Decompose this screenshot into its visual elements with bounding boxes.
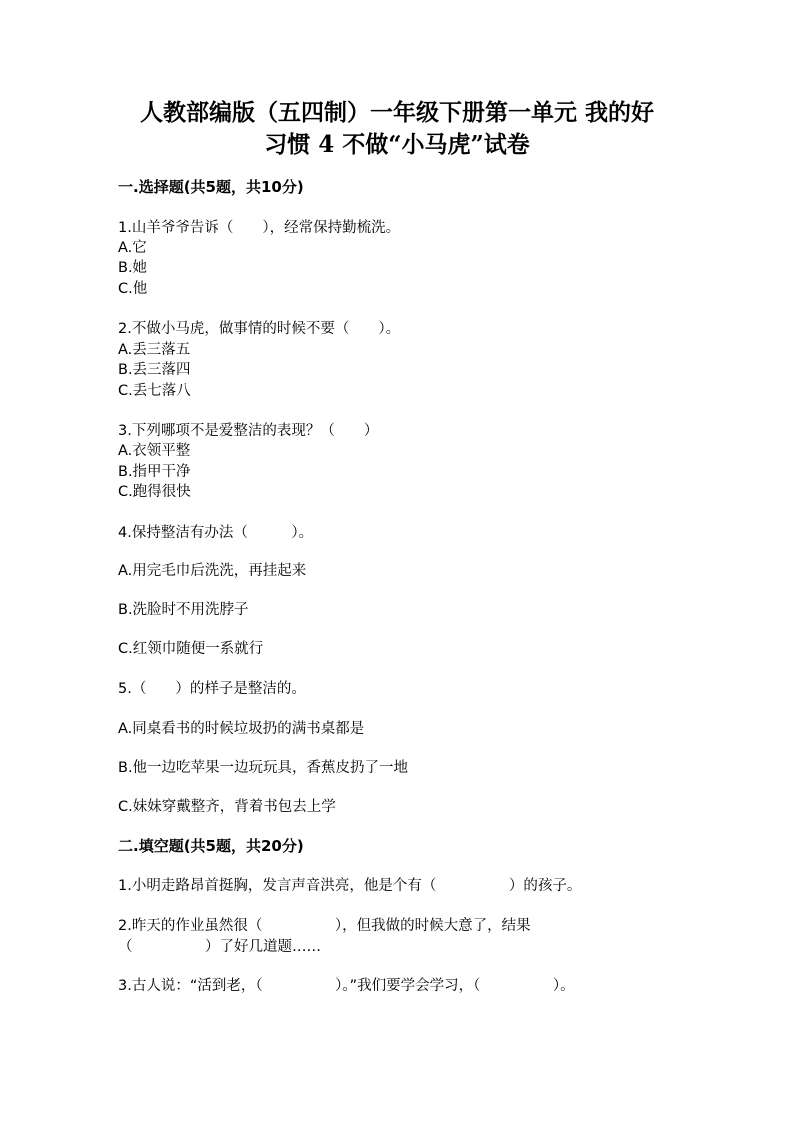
question-3-option-b: B.指甲干净 — [118, 464, 191, 480]
question-2-option-c: C.丢七落八 — [118, 383, 191, 399]
question-5-option-b: B.他一边吃苹果一边玩玩具，香蕉皮扔了一地 — [118, 760, 409, 776]
title-line-2: 习惯 4 不做“小马虎”试卷 — [264, 131, 530, 158]
question-5-stem: 5.（ ）的样子是整洁的。 — [118, 681, 306, 697]
question-1-option-a: A.它 — [118, 240, 147, 256]
fill-question-1: 1.小明走路昂首挺胸，发言声音洪亮，他是个有（ ）的孩子。 — [118, 878, 582, 894]
question-4-option-a: A.用完毛巾后洗洗，再挂起来 — [118, 563, 307, 579]
question-2-option-a: A.丢三落五 — [118, 342, 191, 358]
fill-question-3: 3.古人说：“活到老，（ ）。”我们要学会学习，（ ）。 — [118, 978, 575, 994]
question-5-option-a: A.同桌看书的时候垃圾扔的满书桌都是 — [118, 721, 365, 737]
title-line-1: 人教部编版（五四制）一年级下册第一单元 我的好 — [139, 99, 654, 126]
question-4-stem: 4.保持整洁有办法（ ）。 — [118, 525, 314, 541]
question-4-option-b: B.洗脸时不用洗脖子 — [118, 602, 249, 618]
question-4-option-c: C.红领巾随便一系就行 — [118, 641, 264, 657]
question-3-option-a: A.衣领平整 — [118, 443, 191, 459]
question-2-stem: 2.不做小马虎，做事情的时候不要（ ）。 — [118, 321, 401, 337]
question-5-option-c: C.妹妹穿戴整齐，背着书包去上学 — [118, 799, 336, 815]
question-1-option-c: C.他 — [118, 281, 148, 297]
question-1-stem: 1.山羊爷爷告诉（ ），经常保持勤梳洗。 — [118, 220, 401, 236]
section-1-heading: 一.选择题(共5题，共10分) — [118, 178, 304, 196]
question-1-option-b: B.她 — [118, 260, 148, 276]
question-3-option-c: C.跑得很快 — [118, 484, 191, 500]
question-3-stem: 3.下列哪项不是爱整洁的表现？（ ） — [118, 423, 379, 439]
fill-question-2-line-2: （ ）了好几道题…… — [118, 939, 321, 955]
question-2-option-b: B.丢三落四 — [118, 362, 191, 378]
fill-question-2-line-1: 2.昨天的作业虽然很（ ），但我做的时候大意了，结果 — [118, 918, 531, 934]
section-2-heading: 二.填空题(共5题，共20分) — [118, 837, 304, 855]
